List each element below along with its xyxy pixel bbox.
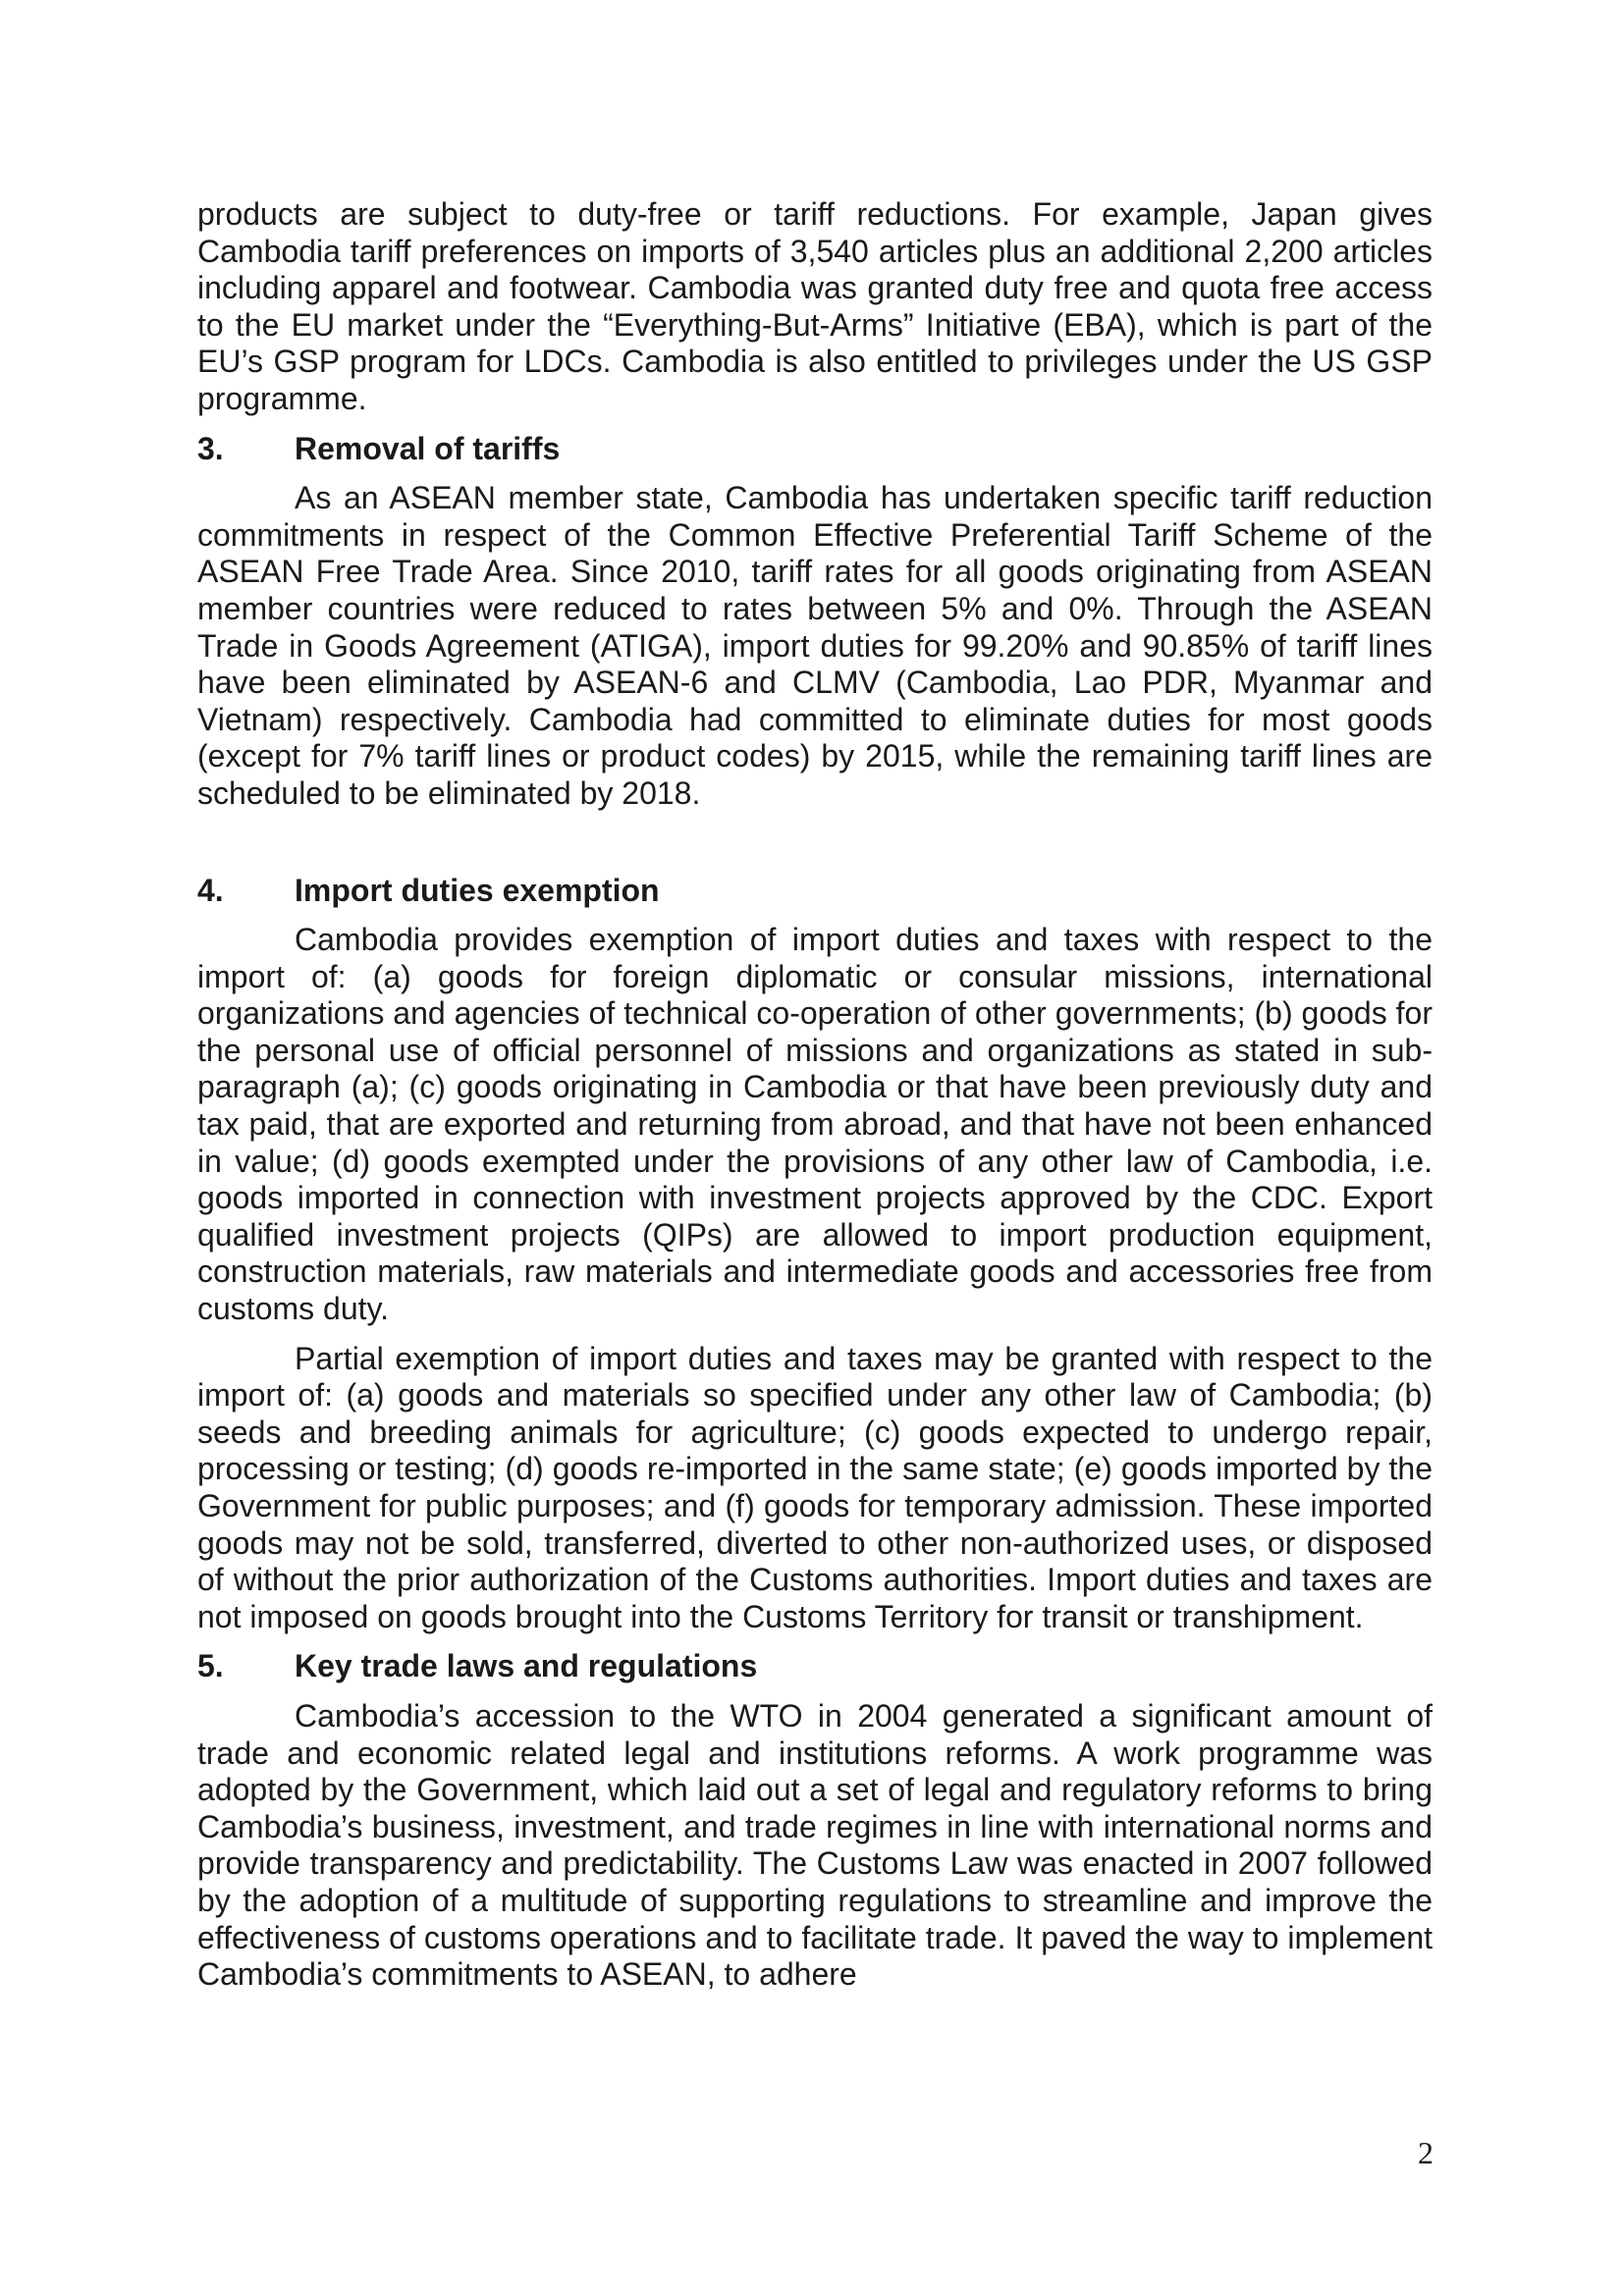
section-number: 5.: [197, 1648, 224, 1684]
section-title: Import duties exemption: [295, 872, 660, 908]
section-title: Key trade laws and regulations: [295, 1648, 758, 1684]
paragraph-removal-of-tariffs: As an ASEAN member state, Cambodia has undertaken specific tariff reduction commitments in respect of the Common Effective Preferential Tariff Scheme of the ASEAN Free Trade Area. Since 2010, tariff rates for all goods originating from ASEAN member countries were reduced to rates between 5% and 0%. Through the ASEAN Trade in Goods Agreement (ATIGA), import duties for 99.20% and 90.85% of tariff lines have been eliminated by ASEAN-6 and CLMV (Cambodia, Lao PDR, Myanmar and Vietnam) respectively. Cambodia had committed to eliminate duties for most goods (except for 7% tariff lines or product codes) by 2015, while the remaining tariff lines are scheduled to be eliminated by 2018.: [197, 480, 1433, 811]
section-heading-key-trade-laws: [197, 1648, 1433, 1685]
section-number: 3.: [197, 430, 224, 466]
paragraph-gsp-preferences: products are subject to duty-free or tariff reductions. For example, Japan gives Cambodia tariff preferences on imports of 3,540 articles plus an additional 2,200 articles including apparel and footwear. Cambodia was granted duty free and quota free access to the EU market under the “Everything-But-Arms” Initiative (EBA), which is part of the EU’s GSP program for LDCs. Cambodia is also entitled to privileges under the US GSP programme.: [197, 196, 1433, 416]
paragraph-full-exemption: Cambodia provides exemption of import duties and taxes with respect to the import of: (a) goods for foreign diplomatic or consular missions, international organizations and agencies of technical co-operation of other governments; (b) goods for the personal use of official personnel of missions and organizations as stated in sub-paragraph (a); (c) goods originating in Cambodia or that have been previously duty and tax paid, that are exported and returning from abroad, and that have not been enhanced in value; (d) goods exempted under the provisions of any other law of Cambodia, i.e. goods imported in connection with investment projects approved by the CDC. Export qualified investment projects (QIPs) are allowed to import production equipment, construction materials, raw materials and intermediate goods and accessories free from customs duty.: [197, 922, 1433, 1327]
section-number: 4.: [197, 872, 224, 908]
section-title: Removal of tariffs: [295, 430, 561, 466]
paragraph-partial-exemption: Partial exemption of import duties and taxes may be granted with respect to the import of: (a) goods and materials so specified under any other law of Cambodia; (b) seeds and breeding animals for agriculture; (c) goods expected to undergo repair, processing or testing; (d) goods re-imported in the same state; (e) goods imported by the Government for public purposes; and (f) goods for temporary admission. These imported goods may not be sold, transferred, diverted to other non-authorized uses, or disposed of without the prior authorization of the Customs authorities. Import duties and taxes are not imposed on goods brought into the Customs Territory for transit or transhipment.: [197, 1340, 1433, 1634]
document-page: [197, 196, 1433, 1994]
page-number: 2: [1418, 2135, 1434, 2170]
section-heading-import-duties-exemption: [197, 873, 1433, 910]
section-heading-removal-of-tariffs: [197, 431, 1433, 468]
paragraph-key-trade-laws: Cambodia’s accession to the WTO in 2004 generated a significant amount of trade and economic related legal and institutions reforms. A work programme was adopted by the Government, which laid out a set of legal and regulatory reforms to bring Cambodia’s business, investment, and trade regimes in line with international norms and provide transparency and predictability. The Customs Law was enacted in 2007 followed by the adoption of a multitude of supporting regulations to streamline and improve the effectiveness of customs operations and to facilitate trade. It paved the way to implement Cambodia’s commitments to ASEAN, to adhere: [197, 1697, 1433, 1993]
